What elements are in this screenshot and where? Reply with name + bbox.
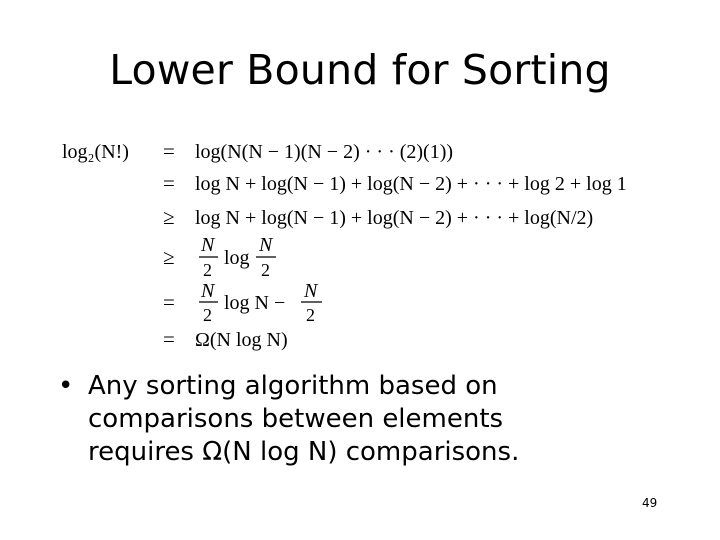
row-5-middle: log N − bbox=[224, 292, 286, 314]
row-5-fraction-denominator: 2 bbox=[203, 305, 212, 325]
slide-title: Lower Bound for Sorting bbox=[109, 46, 611, 94]
row-4-middle: log bbox=[224, 247, 250, 269]
row-3-expression: log N + log(N − 1) + log(N − 2) + · · · + log(N/2) bbox=[195, 207, 594, 229]
row-1-expression: log(N(N − 1)(N − 2) · · · (2)(1)) bbox=[195, 141, 454, 163]
bullet-line-3: requires Ω(N log N) comparisons. bbox=[88, 437, 520, 467]
row-2-expression: log N + log(N − 1) + log(N − 2) + · · · + log 2 + log 1 bbox=[195, 173, 627, 195]
row-4-relation: ≥ bbox=[163, 245, 175, 269]
bullet-mark: • bbox=[58, 371, 74, 401]
row-5-fraction2-denominator: 2 bbox=[306, 305, 315, 325]
row-4-fraction2-numerator: N bbox=[259, 234, 273, 256]
derivation-lhs: log₂(N!) bbox=[62, 141, 129, 163]
row-3-relation: ≥ bbox=[163, 205, 175, 229]
bullet-point bbox=[58, 370, 658, 469]
row-5-fraction-numerator: N bbox=[201, 280, 215, 302]
row-6-expression: Ω(N log N) bbox=[195, 329, 288, 351]
row-5-relation: = bbox=[163, 290, 175, 314]
row-1-relation: = bbox=[163, 139, 175, 163]
page-number: 49 bbox=[642, 496, 658, 510]
row-2-relation: = bbox=[163, 171, 175, 195]
row-6-relation: = bbox=[163, 327, 175, 351]
row-4-fraction2-denominator: 2 bbox=[261, 260, 270, 280]
row-5-fraction2-numerator: N bbox=[304, 280, 318, 302]
row-4-fraction-denominator: 2 bbox=[203, 260, 212, 280]
bullet-line-2: comparisons between elements bbox=[88, 404, 504, 434]
row-4-fraction-numerator: N bbox=[201, 234, 215, 256]
bullet-text bbox=[88, 370, 658, 469]
bullet-line-1: Any sorting algorithm based on bbox=[88, 371, 498, 401]
